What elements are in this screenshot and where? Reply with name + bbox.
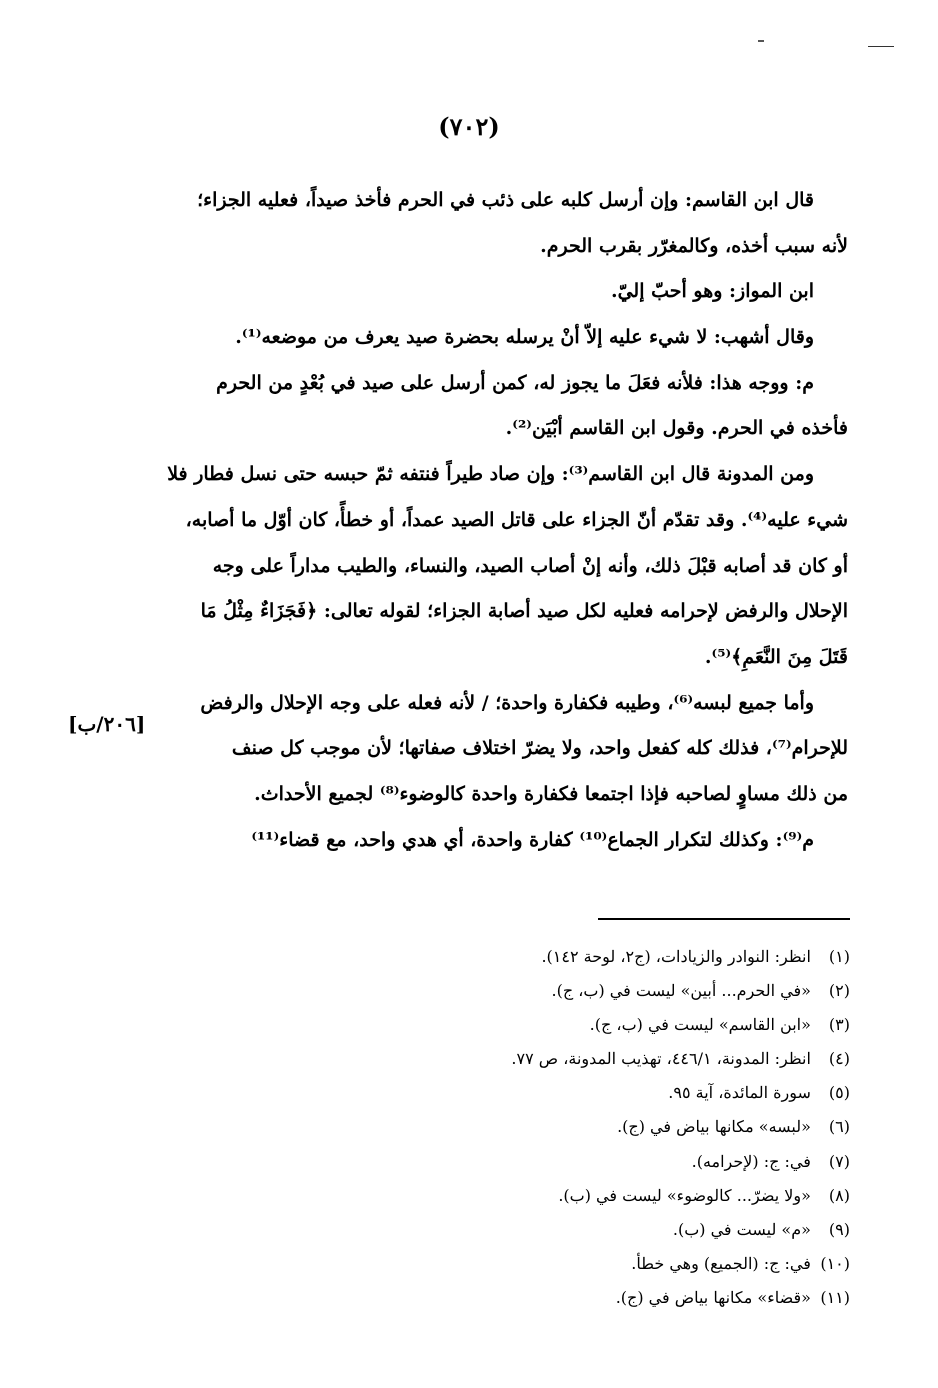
text-line: قَتَلَ مِنَ النَّعَمِ﴾⁽⁵⁾. bbox=[704, 645, 848, 668]
footnote-text: «م» ليست في (ب). bbox=[672, 1219, 811, 1239]
footnote-number: (١١) bbox=[820, 1287, 850, 1307]
footnote-number: (٤) bbox=[828, 1049, 850, 1069]
footnote-number: (٦) bbox=[828, 1117, 850, 1137]
text-line: قال ابن القاسم: وإن أرسل كلبه على ذئب في الحرم فأخذ صيداً، فعليه الجزاء؛ bbox=[197, 189, 814, 211]
text-line: وأما جميع لبسه⁽⁶⁾، وطيبه فكفارة واحدة؛ / لأنه فعله على وجه الإحلال والرفض bbox=[200, 691, 814, 714]
footnote-text: «في الحرم... أبين» ليست في (ب، ج). bbox=[551, 981, 811, 1001]
footnote-text: في: ج: (الجميع) وهي خطأ. bbox=[631, 1253, 811, 1273]
text-line: لأنه سبب أخذه، وكالمغرّر بقرب الحرم. bbox=[540, 234, 848, 257]
footnote bbox=[360, 1076, 850, 1110]
footnote-text: «ولا يضرّ... كالوضوء» ليست في (ب). bbox=[558, 1185, 811, 1205]
main-text bbox=[165, 178, 848, 863]
scan-mark bbox=[758, 40, 764, 42]
footnote-number: (٢) bbox=[828, 981, 850, 1001]
scan-mark bbox=[868, 46, 894, 47]
text-line: م⁽⁹⁾: وكذلك لتكرار الجماع⁽¹⁰⁾ كفارة واحدة، أي هدي واحد، مع قضاء⁽¹¹⁾ bbox=[251, 828, 814, 851]
footnote bbox=[360, 940, 850, 974]
text-line: فأخذه في الحرم. وقول ابن القاسم أبْيَن⁽²⁾. bbox=[505, 417, 848, 440]
footnote-number: (١) bbox=[828, 947, 850, 966]
footnote-text: «قضاء» مكانها بياض في (ج). bbox=[615, 1287, 811, 1307]
text-line: للإحرام⁽⁷⁾، فذلك كله كفعل واحد، ولا يضرّ اختلاف صفاتها؛ لأن موجب كل صنف bbox=[231, 737, 848, 760]
text-line: الإحلال والرفض لإحرامه فعليه لكل صيد أصابة الجزاء؛ لقوله تعالى: ﴿فَجَزَاءٌ مِثْلُ مَا bbox=[200, 600, 848, 623]
footnote bbox=[360, 1247, 850, 1281]
text-line: من ذلك مساوٍ لصاحبه فإذا اجتمعا فكفارة واحدة كالوضوء⁽⁸⁾ لجميع الأحداث. bbox=[254, 782, 848, 805]
footnote-number: (٧) bbox=[828, 1151, 850, 1171]
footnote-number: (٣) bbox=[828, 1015, 850, 1035]
text-line: ابن المواز: وهو أحبّ إليّ. bbox=[610, 280, 814, 303]
footnote bbox=[360, 1110, 850, 1144]
footnote-number: (٩) bbox=[828, 1219, 850, 1239]
footnote-text: انظر: النوادر والزيادات، (ج٢، لوحة ١٤٢). bbox=[541, 947, 811, 966]
margin-folio-note: [٢٠٦/ب] bbox=[68, 712, 146, 736]
footnote-text: في: ج: (لإحرامه). bbox=[691, 1151, 811, 1171]
footnote-text: انظر: المدونة، ٤٤٦/١، تهذيب المدونة، ص ٧٧. bbox=[511, 1049, 811, 1069]
text-line: أو كان قد أصابه قبْلَ ذلك، وأنه إنْ أصاب الصيد، والنساء، والطيب مداراً على وجه bbox=[212, 554, 848, 577]
footnotes bbox=[360, 940, 850, 1315]
footnote bbox=[360, 1145, 850, 1179]
footnote bbox=[360, 1213, 850, 1247]
footnote-text: سورة المائدة، آية ٩٥. bbox=[668, 1083, 811, 1103]
text-line: وقال أشهب: لا شيء عليه إلاّ أنْ يرسله بحضرة صيد يعرف من موضعه⁽¹⁾. bbox=[235, 326, 814, 349]
text-line: ومن المدونة قال ابن القاسم⁽³⁾: وإن صاد طيراً فنتفه ثمّ حبسه حتى نسل فطار فلا bbox=[167, 463, 814, 486]
footnote bbox=[360, 1042, 850, 1076]
footnote-divider bbox=[598, 918, 850, 920]
footnote bbox=[360, 1008, 850, 1042]
text-line: م: ووجه هذا: فلأنه فعَلَ ما يجوز له، كمن أرسل على صيد في بُعْدٍ من الحرم bbox=[216, 371, 814, 394]
footnote-number: (٨) bbox=[828, 1185, 850, 1205]
footnote-number: (١٠) bbox=[820, 1253, 850, 1273]
footnote-number: (٥) bbox=[828, 1083, 850, 1103]
text-line: شيء عليه⁽⁴⁾. وقد تقدّم أنّ الجزاء على قاتل الصيد عمداً، أو خطأً، كان أوّل ما أصابه، bbox=[185, 508, 848, 531]
footnote-text: «ابن القاسم» ليست في (ب، ج). bbox=[589, 1015, 811, 1035]
page-number: (٧٠٢) bbox=[438, 112, 500, 141]
footnote-text: «لبسه» مكانها بياض في (ج). bbox=[617, 1117, 811, 1137]
footnote bbox=[360, 1179, 850, 1213]
footnote bbox=[360, 1281, 850, 1315]
footnote bbox=[360, 974, 850, 1008]
